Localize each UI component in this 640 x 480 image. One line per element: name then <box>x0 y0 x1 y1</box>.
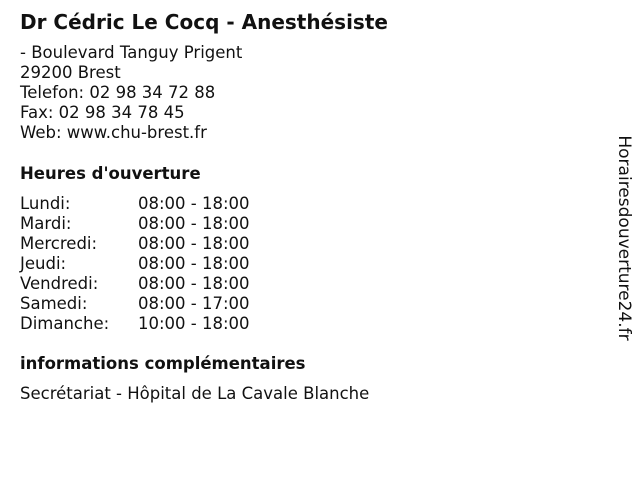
website: Web: www.chu-brest.fr <box>20 123 207 142</box>
day-label: Jeudi: <box>20 254 67 273</box>
day-label: Mardi: <box>20 214 72 233</box>
fax-number: Fax: 02 98 34 78 45 <box>20 103 185 122</box>
site-watermark: Horairesdouverture24.fr <box>614 135 634 341</box>
additional-info-text: Secrétariat - Hôpital de La Cavale Blanche <box>20 384 370 403</box>
opening-hours-heading: Heures d'ouverture <box>20 164 201 183</box>
address-block <box>20 43 242 143</box>
day-label: Mercredi: <box>20 234 98 253</box>
time-range: 08:00 - 17:00 <box>138 294 250 313</box>
day-label: Samedi: <box>20 294 88 313</box>
time-range: 10:00 - 18:00 <box>138 314 250 333</box>
phone-number: Telefon: 02 98 34 72 88 <box>20 83 216 102</box>
street-address: - Boulevard Tanguy Prigent <box>20 43 243 62</box>
day-label: Vendredi: <box>20 274 99 293</box>
time-range: 08:00 - 18:00 <box>138 274 250 293</box>
time-range: 08:00 - 18:00 <box>138 194 250 213</box>
additional-info-heading: informations complémentaires <box>20 354 306 373</box>
day-label: Dimanche: <box>20 314 110 333</box>
city: 29200 Brest <box>20 63 121 82</box>
time-range: 08:00 - 18:00 <box>138 254 250 273</box>
day-label: Lundi: <box>20 194 71 213</box>
time-range: 08:00 - 18:00 <box>138 214 250 233</box>
time-range: 08:00 - 18:00 <box>138 234 250 253</box>
page-title: Dr Cédric Le Cocq - Anesthésiste <box>20 10 388 34</box>
